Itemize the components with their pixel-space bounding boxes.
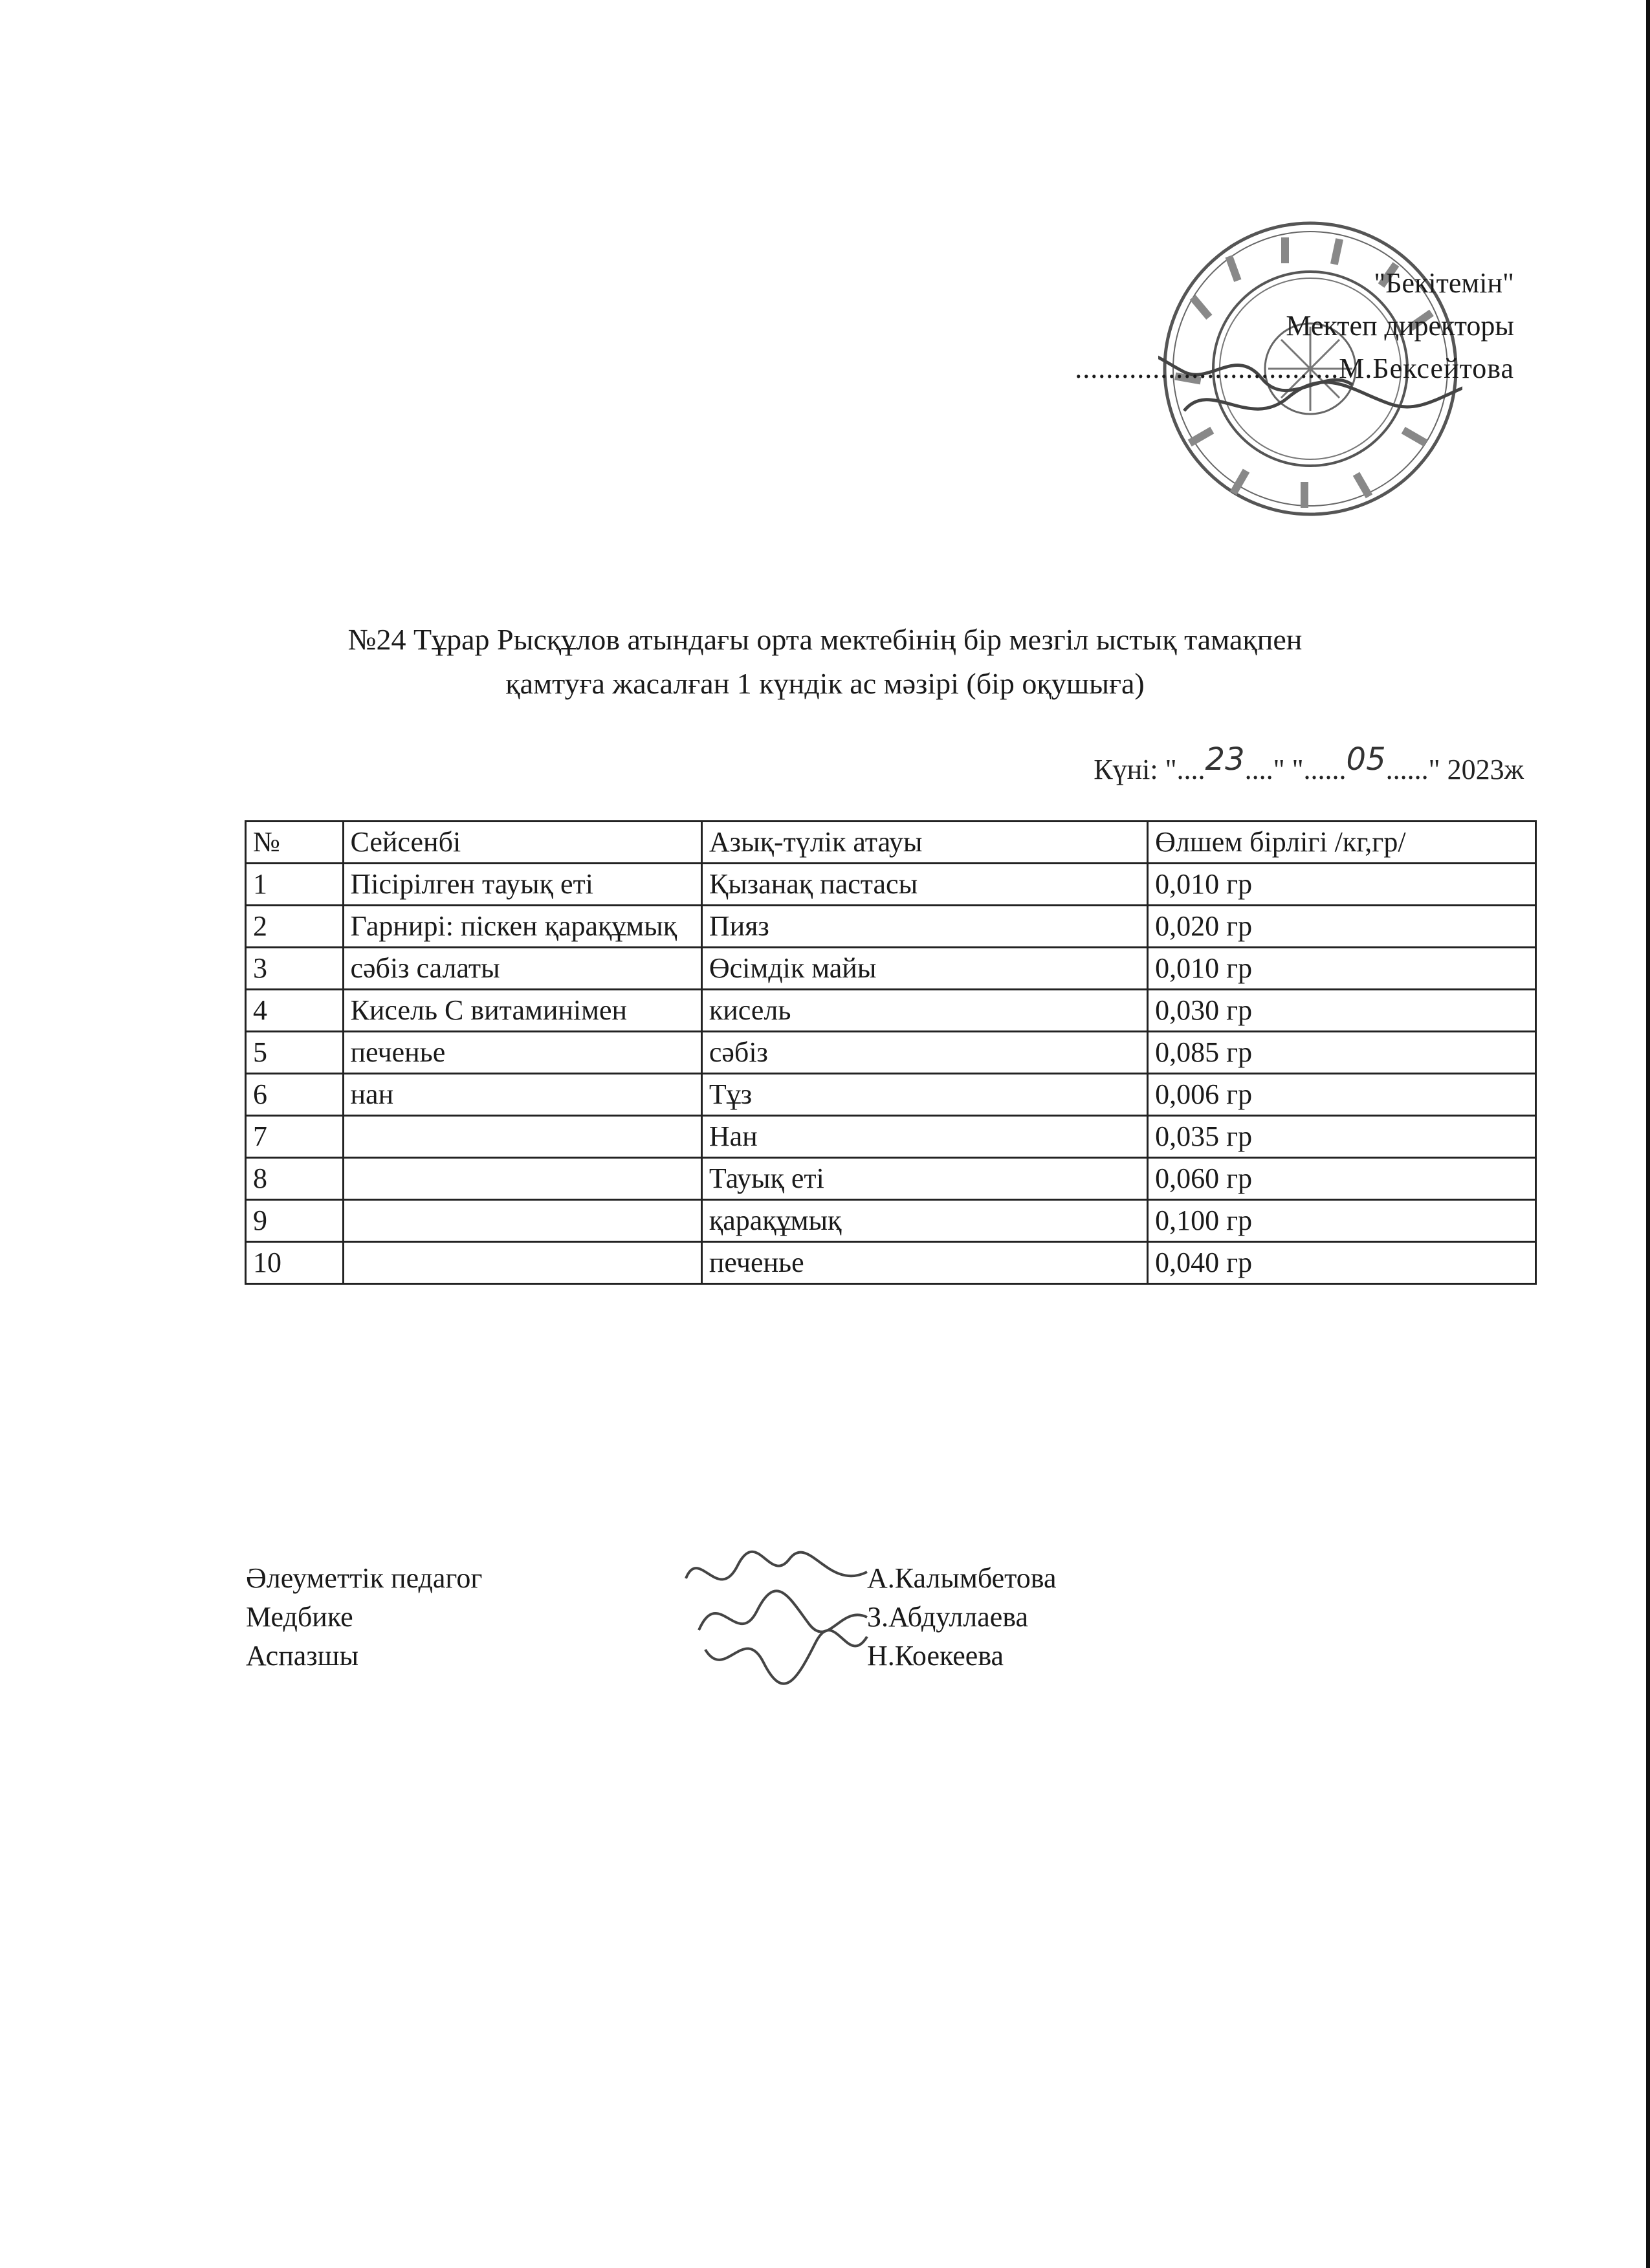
table-row — [246, 906, 1536, 948]
row-product: сәбіз — [701, 1032, 1147, 1074]
signature-name: Н.Коекеева — [867, 1640, 1004, 1672]
row-product: Нан — [701, 1116, 1147, 1158]
row-amount: 0,020 гр — [1148, 906, 1536, 948]
signature-role: Аспазшы — [246, 1640, 359, 1672]
table-row — [246, 1158, 1536, 1200]
row-number: 7 — [246, 1116, 344, 1158]
signature-name: А.Калымбетова — [867, 1562, 1057, 1594]
date-dots: ...... — [1385, 754, 1429, 785]
approval-heading: "Бекітемін" — [1374, 267, 1514, 299]
row-number: 10 — [246, 1242, 344, 1284]
row-amount: 0,085 гр — [1148, 1032, 1536, 1074]
menu-table — [245, 820, 1537, 1285]
row-dish: Гарнирі: піскен қарақұмық — [343, 906, 701, 948]
row-product: печенье — [701, 1242, 1147, 1284]
table-row — [246, 1200, 1536, 1242]
handwritten-signature — [679, 1611, 874, 1695]
table-row — [246, 948, 1536, 990]
table-row — [246, 864, 1536, 906]
date-line — [1094, 741, 1524, 787]
signature-role: Медбике — [246, 1601, 353, 1633]
approval-position: Мектеп директоры — [1286, 310, 1514, 342]
row-dish: печенье — [343, 1032, 701, 1074]
row-product: кисель — [701, 990, 1147, 1032]
row-number: 4 — [246, 990, 344, 1032]
row-dish: Кисель С витаминімен — [343, 990, 701, 1032]
date-prefix: Күні: " — [1094, 754, 1177, 785]
row-amount: 0,035 гр — [1148, 1116, 1536, 1158]
row-amount: 0,030 гр — [1148, 990, 1536, 1032]
date-middle: " " — [1273, 754, 1304, 785]
document-title — [0, 618, 1650, 706]
row-dish — [343, 1200, 701, 1242]
row-dish — [343, 1116, 701, 1158]
row-number: 6 — [246, 1074, 344, 1116]
date-month: 05 — [1346, 741, 1386, 778]
row-amount: 0,010 гр — [1148, 948, 1536, 990]
row-number: 5 — [246, 1032, 344, 1074]
title-line-2: қамтуға жасалған 1 күндік ас мәзірі (бір оқушыға) — [505, 667, 1145, 700]
table-row — [246, 990, 1536, 1032]
row-number: 2 — [246, 906, 344, 948]
row-amount: 0,100 гр — [1148, 1200, 1536, 1242]
header-unit: Өлшем бірлігі /кг,гр/ — [1148, 822, 1536, 864]
row-dish: Пісірілген тауық еті — [343, 864, 701, 906]
row-product: қарақұмық — [701, 1200, 1147, 1242]
table-header-row — [246, 822, 1536, 864]
row-amount: 0,040 гр — [1148, 1242, 1536, 1284]
row-amount: 0,010 гр — [1148, 864, 1536, 906]
row-product: Пияз — [701, 906, 1147, 948]
header-day: Сейсенбі — [343, 822, 701, 864]
row-number: 9 — [246, 1200, 344, 1242]
row-dish — [343, 1242, 701, 1284]
row-product: Қызанақ пастасы — [701, 864, 1147, 906]
date-dots: .... — [1176, 754, 1205, 785]
title-line-1: №24 Тұрар Рысқұлов атындағы орта мектебінің бір мезгіл ыстық тамақпен — [347, 623, 1303, 656]
row-amount: 0,006 гр — [1148, 1074, 1536, 1116]
header-product: Азық-түлік атауы — [701, 822, 1147, 864]
table-row — [246, 1074, 1536, 1116]
date-dots: .... — [1244, 754, 1273, 785]
header-number: № — [246, 822, 344, 864]
date-day: 23 — [1205, 741, 1245, 778]
date-dots: ...... — [1303, 754, 1347, 785]
table-row — [246, 1116, 1536, 1158]
row-product: Тауық еті — [701, 1158, 1147, 1200]
row-dish: нан — [343, 1074, 701, 1116]
row-number: 8 — [246, 1158, 344, 1200]
table-row — [246, 1032, 1536, 1074]
date-suffix: " 2023ж — [1428, 754, 1524, 785]
row-number: 3 — [246, 948, 344, 990]
row-dish — [343, 1158, 701, 1200]
row-product: Тұз — [701, 1074, 1147, 1116]
signature-role: Әлеуметтік педагог — [246, 1562, 483, 1594]
row-product: Өсімдік майы — [701, 948, 1147, 990]
approval-signature-line: ..................................М.Бексейтова — [1075, 353, 1514, 384]
row-number: 1 — [246, 864, 344, 906]
signature-name: З.Абдуллаева — [867, 1601, 1029, 1633]
row-dish: сәбіз салаты — [343, 948, 701, 990]
approval-block — [1075, 262, 1514, 390]
row-amount: 0,060 гр — [1148, 1158, 1536, 1200]
table-row — [246, 1242, 1536, 1284]
